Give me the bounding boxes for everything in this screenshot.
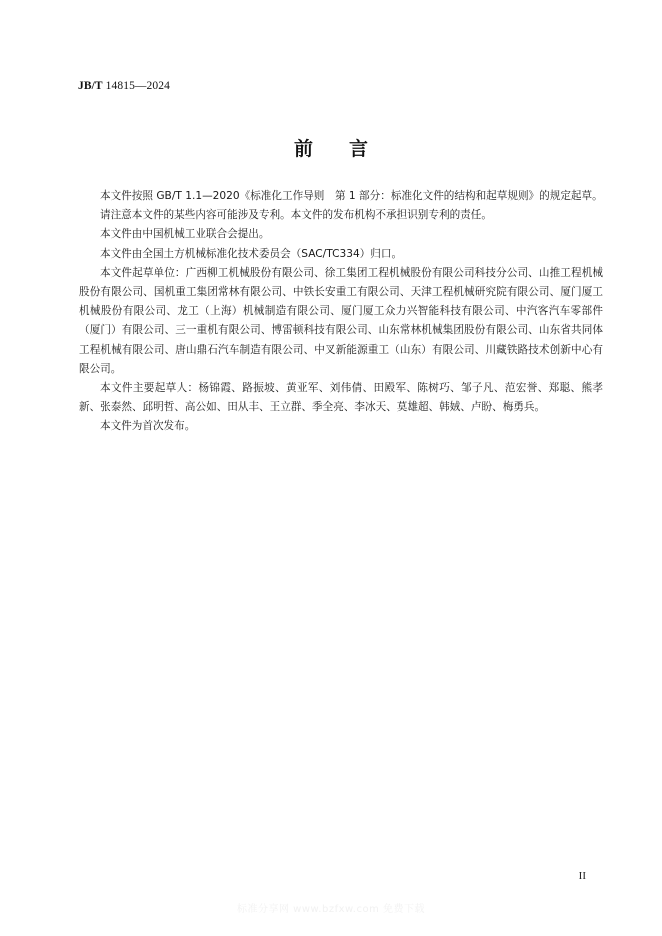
paragraph-drafting-rules: 本文件按照 GB/T 1.1—2020《标准化工作导则 第 1 部分：标准化文件的结构和起草规则》的规定起草。	[100, 190, 603, 202]
footer-watermark: 标准分享网 www.bzfxw.com 免费下载	[237, 904, 425, 915]
paragraph-proposer: 本文件由中国机械工业联合会提出。	[100, 228, 270, 241]
page-number: II	[578, 870, 586, 882]
page-title: 前言	[293, 138, 404, 160]
paragraph-drafters: 本文件主要起草人：杨锦霞、路振坡、黄亚军、刘伟倩、田殿军、陈树巧、邹子凡、范宏誉、郑聪、熊孝新、张泰然、邱明哲、高公如、田从丰、王立群、季全亮、李冰天、莫雄超、韩娀、卢盼、梅勇兵。	[79, 382, 603, 414]
standard-prefix: JB/T	[78, 80, 103, 92]
standard-code	[78, 80, 170, 92]
paragraph-committee: 本文件由全国土方机械标准化技术委员会（SAC/TC334）归口。	[100, 247, 403, 260]
paragraph-patent-notice: 请注意本文件的某些内容可能涉及专利。本文件的发布机构不承担识别专利的责任。	[100, 209, 492, 222]
paragraph-first-release: 本文件为首次发布。	[100, 420, 196, 433]
paragraph-drafting-units: 本文件起草单位：广西柳工机械股份有限公司、徐工集团工程机械股份有限公司科技分公司、山推工程机械股份有限公司、国机重工集团常林有限公司、中铁长安重工有限公司、天津工程机械研究院有限公司、厦门厦工机械股份有限公司、龙工（上海）机械制造有限公司、厦门厦工众力兴智能科技有限公司、中汽客汽车零部件（厦门）有限公司、三一重机有限公司、博雷顿科技有限公司、山东常林机械集团股份有限公司、山东省共同体工程机械有限公司、唐山鼎石汽车制造有限公司、中叉新能源重工（山东）有限公司、川藏铁路技术创新中心有限公司。	[79, 266, 603, 375]
foreword-body	[79, 187, 603, 437]
standard-number: 14815—2024	[105, 80, 170, 92]
